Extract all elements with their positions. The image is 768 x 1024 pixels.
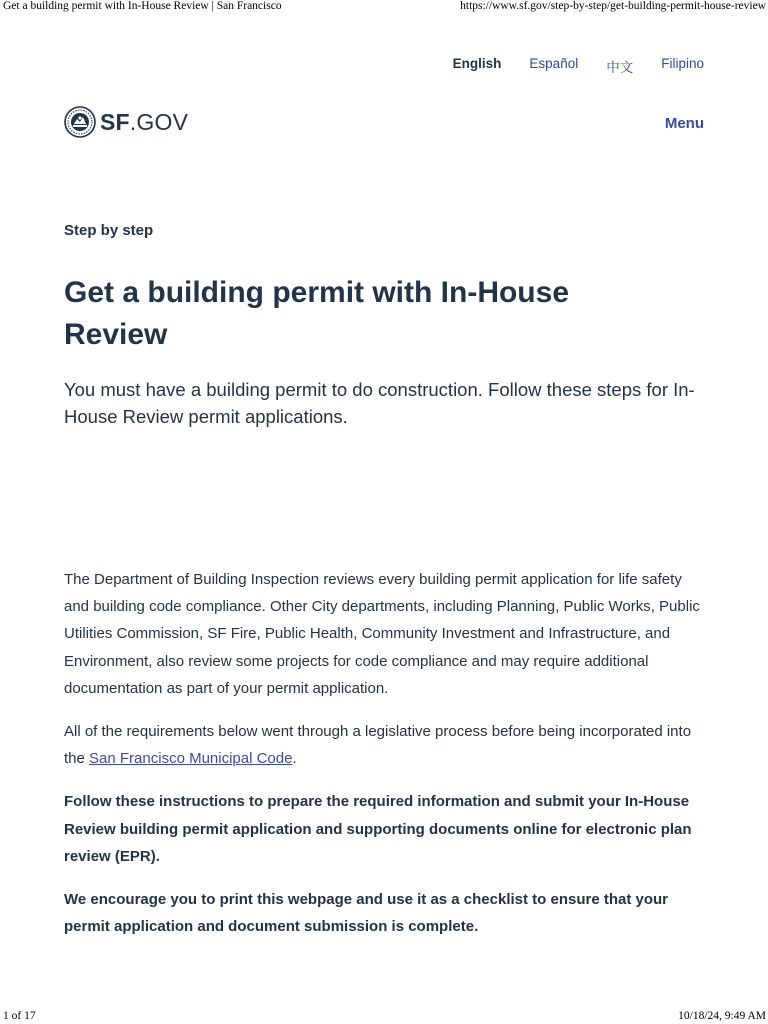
sf-gov-logo[interactable]: [64, 106, 188, 138]
lang-filipino[interactable]: Filipino: [661, 56, 704, 71]
municipal-code-paragraph: All of the requirements below went through a legislative process before being incorporated into the San Francisco Municipal Code.: [64, 723, 692, 768]
lang-espanol[interactable]: Español: [529, 56, 579, 71]
print-page-number: 1 of 17: [3, 1010, 36, 1022]
city-seal-icon: [64, 106, 96, 138]
language-switcher: [425, 56, 704, 76]
print-page-url: https://www.sf.gov/step-by-step/get-building-permit-house-review: [460, 0, 766, 12]
intro-content: [64, 566, 709, 956]
lang-chinese[interactable]: 中文: [606, 60, 634, 75]
page-title: Get a building permit with In-House Review: [64, 276, 570, 351]
page-summary: You must have a building permit to do construction. Follow these steps for In-House Review permit applications.: [64, 379, 695, 427]
print-datetime: 10/18/24, 9:49 AM: [678, 1010, 766, 1022]
intro-paragraph: The Department of Building Inspection reviews every building permit application for life safety and building code compliance. Other City departments, including Planning, Public Works, Public Utilities Commission, SF Fire, Public Health, Community Investment and Infrastructure, and Environment, also review some projects for code compliance and may require additional documentation as part of your permit application.: [64, 571, 700, 697]
print-footer: [0, 1008, 768, 1024]
print-header: [0, 0, 768, 16]
instructions-paragraph: Follow these instructions to prepare the required information and submit your In-House Review building permit application and supporting documents online for electronic plan review (EPR).: [64, 793, 692, 865]
lang-english[interactable]: English: [452, 56, 502, 71]
print-page-title: Get a building permit with In-House Review | San Francisco: [3, 0, 282, 12]
logo-wordmark: SF.GOV: [100, 108, 189, 135]
checklist-paragraph: We encourage you to print this webpage and use it as a checklist to ensure that your permit application and document submission is complete.: [64, 891, 669, 936]
content-type-label: Step by step: [64, 222, 154, 239]
menu-button[interactable]: Menu: [664, 115, 704, 132]
municipal-code-link[interactable]: San Francisco Municipal Code: [89, 750, 293, 768]
